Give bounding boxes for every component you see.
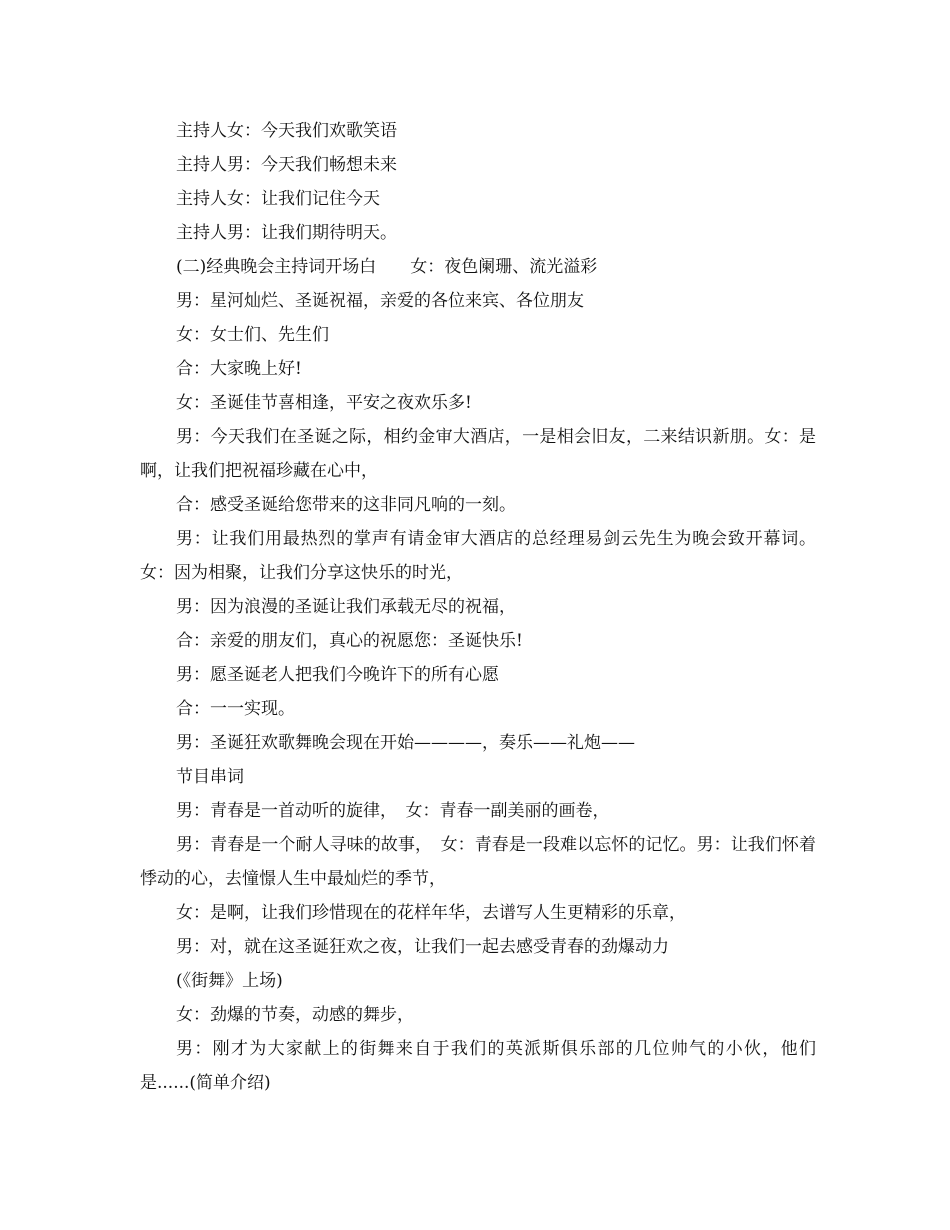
section-heading: (二)经典晚会主持词开场白 女：夜色阑珊、流光溢彩 — [176, 257, 598, 277]
paragraph: 男：因为浪漫的圣诞让我们承载无尽的祝福， — [176, 597, 516, 617]
paragraph: 主持人男：让我们期待明天。 — [176, 223, 397, 243]
paragraph: 男：青春是一首动听的旋律， 女：青春一副美丽的画卷， — [176, 801, 610, 821]
paragraph: 女：圣诞佳节喜相逢，平安之夜欢乐多! — [176, 393, 472, 413]
paragraph: 主持人女：让我们记住今天 — [176, 189, 380, 209]
paragraph: 合：一一实现。 — [176, 699, 295, 719]
paragraph: 男：今天我们在圣诞之际，相约金审大酒店，一是相会旧友，二来结识新朋。女：是啊，让我们把祝福珍藏在心中， — [140, 427, 816, 481]
paragraph: 合：亲爱的朋友们，真心的祝愿您：圣诞快乐! — [176, 631, 523, 651]
paragraph: 男：对，就在这圣诞狂欢之夜，让我们一起去感受青春的劲爆动力 — [176, 937, 669, 957]
paragraph: 男：圣诞狂欢歌舞晚会现在开始————，奏乐——礼炮—— — [176, 733, 635, 753]
paragraph: 男：愿圣诞老人把我们今晚许下的所有心愿 — [176, 665, 499, 685]
paragraph: 合：大家晚上好! — [176, 359, 302, 379]
paragraph: 男：星河灿烂、圣诞祝福，亲爱的各位来宾、各位朋友 — [176, 291, 584, 311]
paragraph: 女：劲爆的节奏，动感的舞步， — [176, 1005, 414, 1025]
paragraph: 女：女士们、先生们 — [176, 325, 329, 345]
section-heading: 节目串词 — [176, 767, 244, 787]
stage-direction: (《街舞》上场) — [176, 971, 283, 991]
document-page — [140, 114, 816, 1100]
paragraph: 女：是啊，让我们珍惜现在的花样年华，去谱写人生更精彩的乐章， — [176, 903, 686, 923]
paragraph: 主持人男：今天我们畅想未来 — [176, 155, 397, 175]
paragraph: 男：青春是一个耐人寻味的故事， 女：青春是一段难以忘怀的记忆。男：让我们怀着悸动的心，去憧憬人生中最灿烂的季节， — [140, 835, 816, 889]
paragraph: 男：让我们用最热烈的掌声有请金审大酒店的总经理易剑云先生为晚会致开幕词。女：因为相聚，让我们分享这快乐的时光， — [140, 529, 816, 583]
paragraph: 合：感受圣诞给您带来的这非同凡响的一刻。 — [176, 495, 516, 515]
paragraph: 主持人女：今天我们欢歌笑语 — [176, 121, 397, 141]
paragraph: 男：刚才为大家献上的街舞来自于我们的英派斯俱乐部的几位帅气的小伙，他们是......(简单介绍) — [140, 1039, 816, 1093]
